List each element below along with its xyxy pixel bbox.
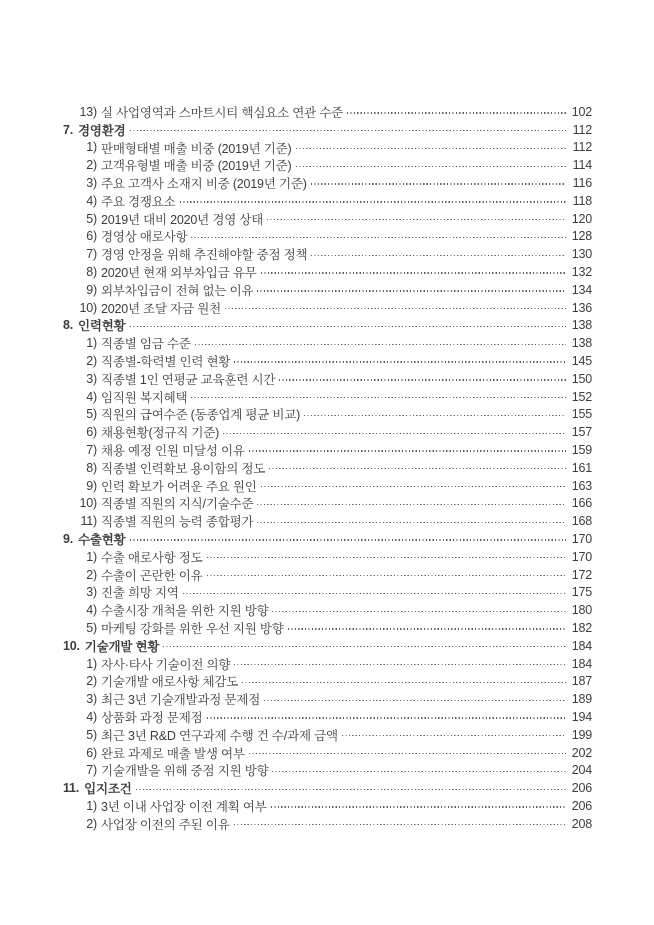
toc-entry-num: 6) [86, 229, 97, 244]
toc-entry-num: 9) [86, 478, 97, 493]
toc-entry-num: 3) [86, 176, 97, 191]
dot-leader [279, 379, 566, 380]
toc-item-entry [63, 744, 592, 762]
toc-entry-num: 1) [86, 549, 97, 564]
toc-entry-num: 5) [86, 727, 97, 742]
toc-entry-label: 최근 3년 기술개발과정 문제점 [101, 693, 261, 708]
toc-entry-label: 경영환경 [78, 123, 126, 138]
toc-entry-label: 수출현황 [78, 533, 126, 548]
dot-leader [304, 415, 566, 416]
dot-leader [234, 664, 566, 665]
toc-entry-page: 170 [571, 549, 592, 564]
dot-leader [234, 361, 566, 362]
toc-entry-page: 128 [571, 229, 592, 244]
toc-entry-label: 2020년 조달 자금 원천 [101, 301, 221, 316]
toc-entry-page: 182 [571, 621, 592, 635]
toc-entry-page: 102 [571, 104, 592, 119]
toc-entry-label: 인력 확보가 어려운 주요 원인 [101, 479, 257, 494]
toc-entry-num: 11) [80, 514, 97, 529]
toc-section-entry [63, 779, 592, 797]
toc-entry-num: 2) [86, 354, 97, 369]
toc-entry-num: 9) [86, 282, 97, 297]
toc-entry-num: 1) [86, 140, 97, 155]
dot-leader [242, 682, 566, 683]
dot-leader [257, 290, 566, 291]
toc-item-entry [63, 263, 592, 281]
toc-entry-num: 7. [63, 122, 74, 137]
dot-leader [223, 433, 566, 434]
dot-leader [342, 735, 566, 736]
toc-entry-num: 2) [86, 567, 97, 582]
toc-item-entry [63, 156, 592, 174]
toc-item-entry [63, 352, 592, 370]
toc-entry-page: 172 [571, 567, 592, 582]
dot-leader [225, 308, 566, 309]
toc-entry-label: 자사·타사 기술이전 의향 [101, 657, 231, 672]
toc-item-entry [63, 192, 592, 210]
dot-leader [180, 201, 566, 202]
toc-entry-page: 184 [571, 656, 592, 671]
toc-entry-label: 3년 이내 사업장 이전 계획 여부 [101, 799, 267, 814]
toc-entry-label: 사업장 이전의 주된 이유 [101, 817, 230, 832]
toc-entry-num: 8. [63, 318, 74, 333]
toc-item-entry [63, 139, 592, 157]
toc-item-entry [63, 370, 592, 388]
toc-item-entry [63, 103, 592, 121]
toc-entry-page: 132 [571, 265, 592, 280]
dot-leader [257, 522, 566, 523]
dot-leader [207, 557, 566, 558]
toc-entry-page: 206 [571, 798, 592, 813]
toc-entry-num: 1) [86, 656, 97, 671]
toc-entry-num: 2) [86, 674, 97, 689]
dot-leader [207, 717, 566, 718]
toc-entry-label: 직원의 급여수준 (동종업계 평균 비교) [101, 408, 301, 423]
toc-item-entry [63, 655, 592, 673]
toc-entry-num: 4) [86, 709, 97, 724]
toc-entry-label: 채용 예정 인원 미달성 이유 [101, 444, 245, 459]
toc-entry-page: 130 [571, 247, 592, 262]
toc-entry-page: 138 [571, 318, 592, 333]
toc-entry-label: 판매형태별 매출 비중 (2019년 기준) [101, 141, 292, 156]
toc-entry-num: 3) [86, 585, 97, 600]
toc-entry-page: 157 [571, 425, 592, 440]
toc-item-entry [63, 619, 592, 637]
dot-leader [207, 575, 566, 576]
dot-leader [347, 112, 566, 113]
toc-item-entry [63, 495, 592, 513]
toc-entry-num: 8) [86, 460, 97, 475]
toc-item-entry [63, 601, 592, 619]
toc-entry-page: 150 [571, 371, 592, 386]
toc-entry-label: 수출이 곤란한 이유 [101, 568, 203, 583]
toc-entry-label: 인력현황 [78, 319, 126, 334]
toc-entry-num: 3) [86, 371, 97, 386]
toc-item-entry [63, 281, 592, 299]
toc-entry-page: 208 [571, 816, 592, 831]
toc-entry-label: 기술개발 애로사항 체감도 [101, 675, 239, 690]
toc-section-entry [63, 637, 592, 655]
dot-leader [195, 344, 566, 345]
toc-item-entry [63, 245, 592, 263]
toc-entry-num: 7) [86, 247, 97, 262]
toc-entry-page: 138 [571, 336, 592, 351]
toc-item-entry [63, 210, 592, 228]
toc-list [0, 103, 654, 833]
toc-entry-page: 134 [571, 282, 592, 297]
toc-entry-label: 외부차입금이 전혀 없는 이유 [101, 283, 254, 298]
toc-entry-num: 10) [79, 300, 97, 315]
toc-entry-label: 직종별 직원의 능력 종합평가 [101, 515, 254, 530]
dot-leader [163, 646, 566, 647]
dot-leader [191, 237, 566, 238]
toc-entry-label: 경영상 애로사항 [101, 230, 188, 245]
toc-entry-label: 직종별 직원의 지식/기술수준 [101, 497, 254, 512]
dot-leader [261, 272, 566, 273]
toc-entry-page: 112 [572, 140, 592, 155]
toc-entry-label: 직종별 1인 연평균 교육훈련 시간 [101, 372, 276, 387]
toc-entry-label: 주요 경쟁요소 [101, 194, 176, 209]
dot-leader [311, 183, 566, 184]
toc-item-entry [63, 299, 592, 317]
dot-leader [130, 539, 566, 540]
toc-entry-label: 완료 과제로 매출 발생 여부 [101, 746, 245, 761]
toc-item-entry [63, 797, 592, 815]
dot-leader [130, 130, 566, 131]
dot-leader [296, 166, 566, 167]
toc-entry-page: 189 [571, 692, 592, 707]
toc-entry-page: 199 [571, 727, 592, 742]
toc-entry-num: 11. [63, 781, 80, 796]
toc-entry-page: 114 [572, 158, 592, 173]
toc-entry-label: 수출시장 개척을 위한 지원 방향 [101, 604, 269, 619]
toc-entry-page: 161 [571, 460, 592, 475]
toc-entry-label: 진출 희망 지역 [101, 586, 179, 601]
toc-entry-page: 118 [572, 193, 592, 208]
toc-item-entry [63, 726, 592, 744]
dot-leader [136, 789, 566, 790]
toc-item-entry [63, 566, 592, 584]
toc-section-entry [63, 530, 592, 548]
toc-entry-page: 155 [571, 407, 592, 422]
toc-entry-label: 기술개발 현황 [84, 639, 160, 654]
dot-leader [269, 468, 566, 469]
dot-leader [264, 700, 566, 701]
toc-entry-label: 마케팅 강화를 위한 우선 지원 방향 [101, 622, 284, 637]
toc-entry-label: 2019년 대비 2020년 경영 상태 [101, 212, 264, 227]
toc-entry-num: 1) [86, 798, 97, 813]
toc-entry-page: 187 [571, 674, 592, 689]
toc-entry-num: 1) [86, 336, 97, 351]
toc-entry-label: 임직원 복지혜택 [101, 390, 188, 405]
toc-entry-num: 10) [79, 496, 97, 511]
toc-item-entry [63, 690, 592, 708]
toc-entry-label: 고객유형별 매출 비중 (2019년 기준) [101, 159, 292, 174]
dot-leader [311, 255, 566, 256]
toc-entry-page: 116 [572, 176, 592, 191]
toc-entry-label: 직종별 인력확보 용이함의 정도 [101, 461, 266, 476]
toc-entry-label: 수출 애로사항 정도 [101, 550, 203, 565]
toc-item-entry [63, 388, 592, 406]
toc-item-entry [63, 761, 592, 779]
toc-entry-page: 152 [571, 389, 592, 404]
toc-entry-page: 112 [572, 122, 592, 137]
toc-entry-page: 194 [571, 709, 592, 724]
toc-entry-num: 2) [86, 816, 97, 831]
toc-entry-page: 180 [571, 603, 592, 618]
toc-entry-label: 입지조건 [84, 782, 132, 797]
dot-leader [271, 806, 566, 807]
toc-entry-num: 5) [86, 621, 97, 635]
toc-entry-label: 채용현황(정규직 기준) [101, 426, 220, 441]
toc-entry-label: 최근 3년 R&D 연구과제 수행 건 수/과제 금액 [101, 728, 338, 743]
toc-entry-page: 166 [571, 496, 592, 511]
toc-entry-num: 7) [86, 443, 97, 458]
dot-leader [296, 148, 566, 149]
toc-entry-label: 직종별 임금 수준 [101, 337, 191, 352]
toc-entry-num: 4) [86, 389, 97, 404]
toc-item-entry [63, 406, 592, 424]
dot-leader [234, 824, 566, 825]
toc-item-entry [63, 334, 592, 352]
toc-item-entry [63, 673, 592, 691]
toc-item-entry [63, 548, 592, 566]
dot-leader [183, 593, 566, 594]
toc-entry-num: 7) [86, 763, 97, 778]
dot-leader [288, 628, 566, 629]
toc-entry-num: 3) [86, 692, 97, 707]
toc-item-entry [63, 477, 592, 495]
toc-entry-num: 5) [86, 407, 97, 422]
toc-entry-page: 120 [571, 211, 592, 226]
toc-entry-num: 6) [86, 425, 97, 440]
toc-entry-num: 4) [86, 193, 97, 208]
toc-entry-page: 163 [571, 478, 592, 493]
toc-entry-num: 13) [79, 104, 97, 119]
toc-entry-num: 6) [86, 745, 97, 760]
toc-entry-page: 170 [571, 532, 592, 547]
toc-item-entry [63, 584, 592, 602]
dot-leader [272, 611, 566, 612]
dot-leader [257, 504, 566, 505]
toc-section-entry [63, 121, 592, 139]
toc-item-entry [63, 228, 592, 246]
toc-entry-page: 145 [571, 354, 592, 369]
toc-entry-page: 206 [571, 781, 592, 796]
toc-entry-num: 8) [86, 265, 97, 280]
toc-entry-page: 168 [571, 514, 592, 529]
toc-entry-label: 상품화 과정 문제점 [101, 711, 203, 725]
dot-leader [249, 753, 566, 754]
dot-leader [261, 486, 566, 487]
toc-entry-page: 202 [571, 745, 592, 760]
dot-leader [191, 397, 566, 398]
toc-entry-label: 기술개발을 위해 중점 지원 방향 [101, 764, 269, 779]
toc-entry-num: 9. [63, 532, 74, 547]
toc-item-entry [63, 815, 592, 833]
toc-entry-label: 직종별-학력별 인력 현황 [101, 355, 231, 370]
dot-leader [267, 219, 566, 220]
dot-leader [249, 450, 566, 451]
toc-entry-page: 136 [571, 300, 592, 315]
toc-item-entry [63, 708, 592, 726]
toc-entry-label: 경영 안정을 위해 추진해야할 중점 정책 [101, 248, 308, 263]
toc-entry-page: 184 [571, 638, 592, 653]
toc-section-entry [63, 317, 592, 335]
toc-entry-num: 2) [86, 158, 97, 173]
dot-leader [272, 771, 566, 772]
toc-entry-num: 4) [86, 603, 97, 618]
toc-entry-label: 2020년 현재 외부차입금 유무 [101, 266, 257, 281]
toc-entry-num: 5) [86, 211, 97, 226]
toc-entry-page: 204 [571, 763, 592, 778]
toc-item-entry [63, 512, 592, 530]
toc-entry-label: 주요 고객사 소재지 비중 (2019년 기준) [101, 177, 307, 192]
toc-item-entry [63, 441, 592, 459]
toc-item-entry [63, 459, 592, 477]
toc-item-entry [63, 423, 592, 441]
dot-leader [130, 326, 566, 327]
toc-entry-label: 실 사업영역과 스마트시티 핵심요소 연관 수준 [101, 105, 343, 120]
toc-item-entry [63, 174, 592, 192]
toc-entry-num: 10. [63, 638, 80, 653]
toc-entry-page: 159 [571, 443, 592, 458]
toc-entry-page: 175 [571, 585, 592, 600]
